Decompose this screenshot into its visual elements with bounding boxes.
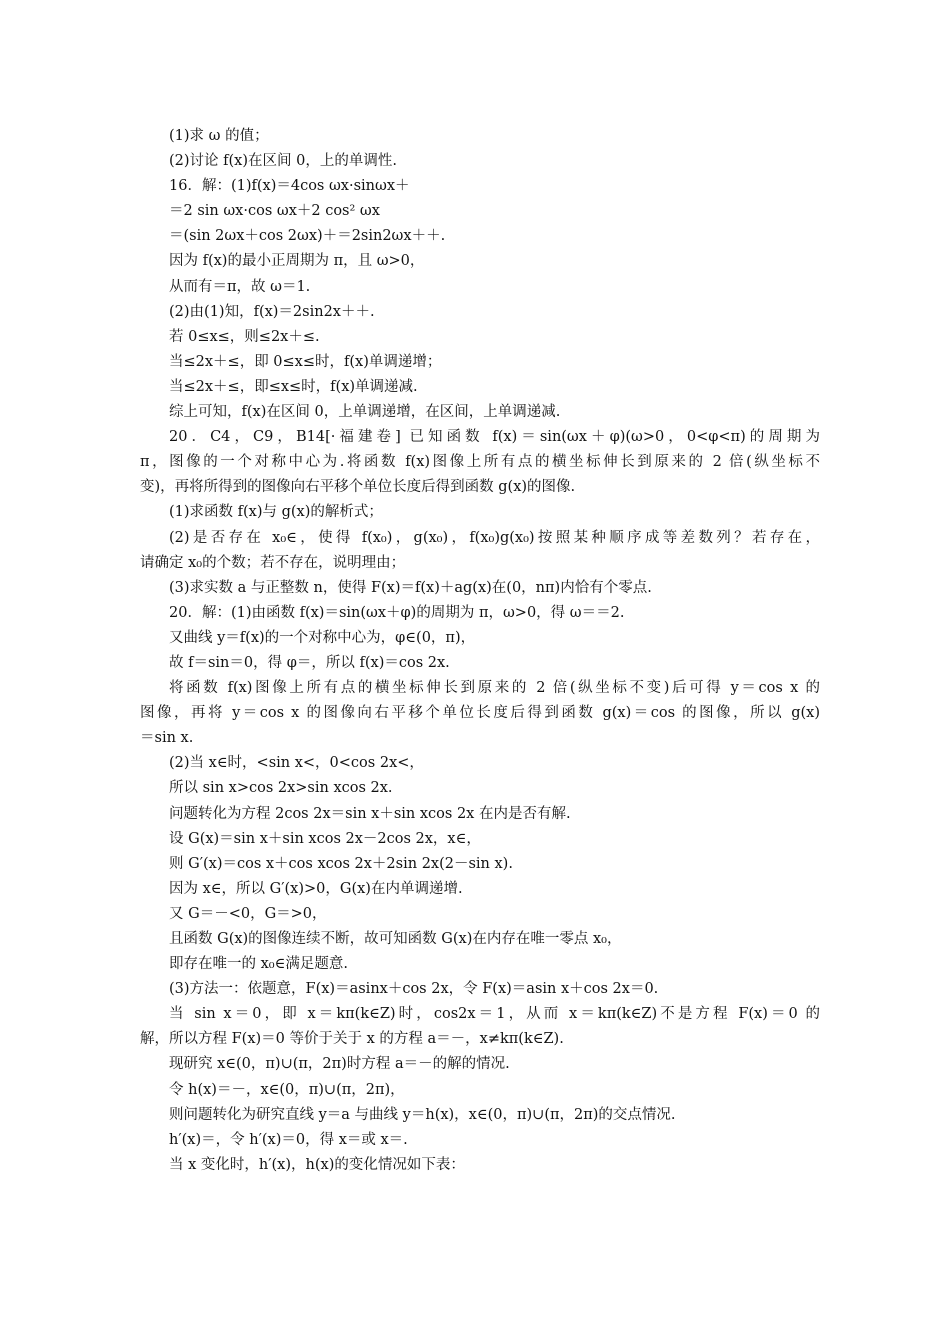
text-line: 将函数 f(x)图像上所有点的横坐标伸长到原来的 2 倍(纵坐标不变)后可得 y＝cos x 的 [169,680,820,697]
text-line: 图像，再将 y＝cos x 的图像向右平移个单位长度后得到函数 g(x)＝cos 的图像，所以 g(x) [140,705,820,722]
text-line: π，图像的一个对称中心为.将函数 f(x)图像上所有点的横坐标伸长到原来的 2 倍(纵坐标不 [140,454,820,471]
text-line: 故 f＝sin＝0，得 φ＝，所以 f(x)＝cos 2x. [169,654,450,671]
text-line: (2)讨论 f(x)在区间 0，上的单调性. [169,153,397,170]
text-line: 当≤2x＋≤，即≤x≤时，f(x)单调递减. [169,378,418,395]
text-line: 综上可知，f(x)在区间 0，上单调递增，在区间，上单调递减. [169,404,561,421]
text-line: 现研究 x∈(0，π)∪(π，2π)时方程 a＝－的解的情况. [169,1056,510,1073]
text-line: 且函数 G(x)的图像连续不断，故可知函数 G(x)在内存在唯一零点 x₀， [169,931,622,947]
text-line: 当 x 变化时，h′(x)，h(x)的变化情况如下表： [169,1156,465,1173]
text-line: 20．C4，C9，B14[·福建卷] 已知函数 f(x)＝sin(ωx＋φ)(ω>0，0<φ<π)的周期为 [169,429,820,446]
document-body [140,124,820,1178]
text-line: 设 G(x)＝sin x＋sin xcos 2x－2cos 2x，x∈， [169,830,481,847]
text-line: 即存在唯一的 x₀∈满足题意. [169,956,348,973]
text-line: (2)由(1)知，f(x)＝2sin2x＋＋. [169,303,375,320]
text-line: 令 h(x)＝－，x∈(0，π)∪(π，2π)， [169,1081,405,1098]
text-line: (1)求函数 f(x)与 g(x)的解析式； [169,504,383,521]
text-line: 因为 f(x)的最小正周期为 π，且 ω>0， [169,253,425,270]
text-line: 则问题转化为研究直线 y＝a 与曲线 y＝h(x)，x∈(0，π)∪(π，2π)的交点情况. [169,1106,676,1123]
text-line: 若 0≤x≤，则≤2x＋≤. [169,328,320,345]
text-line: 则 G′(x)＝cos x＋cos xcos 2x＋2sin 2x(2－sin x). [169,855,513,872]
text-line: (2)当 x∈时，<sin x<，0<cos 2x<， [169,755,424,772]
text-line: ＝(sin 2ωx＋cos 2ωx)＋＝2sin2ωx＋＋. [169,228,446,245]
text-line: 从而有＝π，故 ω＝1. [169,278,311,295]
text-line: 因为 x∈，所以 G′(x)>0，G(x)在内单调递增. [169,880,463,897]
text-line: 当 sin x＝0，即 x＝kπ(k∈Z)时，cos2x＝1，从而 x＝kπ(k∈Z)不是方程 F(x)＝0 的 [169,1006,820,1023]
text-line: ＝2 sin ωx·cos ωx＋2 cos² ωx [169,203,380,220]
text-line: 问题转化为方程 2cos 2x＝sin x＋sin xcos 2x 在内是否有解. [169,805,571,822]
text-line: 所以 sin x>cos 2x>sin xcos 2x. [169,780,393,797]
text-line: ＝sin x. [140,730,194,747]
text-line: (2)是否存在 x₀∈，使得 f(x₀)，g(x₀)，f(x₀)g(x₀)按照某种顺序成等差数列？若存在， [169,529,820,546]
text-line: 解，所以方程 F(x)＝0 等价于关于 x 的方程 a＝－，x≠kπ(k∈Z). [140,1031,564,1048]
text-line: 请确定 x₀的个数；若不存在，说明理由； [140,554,406,571]
text-line: (3)方法一：依题意，F(x)＝asinx＋cos 2x，令 F(x)＝asin x＋cos 2x＝0. [169,981,659,998]
text-line: 又曲线 y＝f(x)的一个对称中心为，φ∈(0，π)， [169,629,476,646]
text-line: 20．解：(1)由函数 f(x)＝sin(ωx＋φ)的周期为 π，ω>0，得 ω＝＝2. [169,604,625,621]
text-line: (3)求实数 a 与正整数 n，使得 F(x)＝f(x)＋ag(x)在(0，nπ)内恰有个零点. [169,579,652,596]
text-line: 又 G＝－<0，G＝>0， [169,905,327,922]
text-line: 当≤2x＋≤，即 0≤x≤时，f(x)单调递增； [169,353,442,370]
text-line: h′(x)＝，令 h′(x)＝0，得 x＝或 x＝. [169,1131,408,1148]
text-line: 变)，再将所得到的图像向右平移个单位长度后得到函数 g(x)的图像. [140,479,576,496]
text-line: (1)求 ω 的值； [169,128,269,144]
text-line: 16．解：(1)f(x)＝4cos ωx·sinωx＋ [169,178,410,195]
